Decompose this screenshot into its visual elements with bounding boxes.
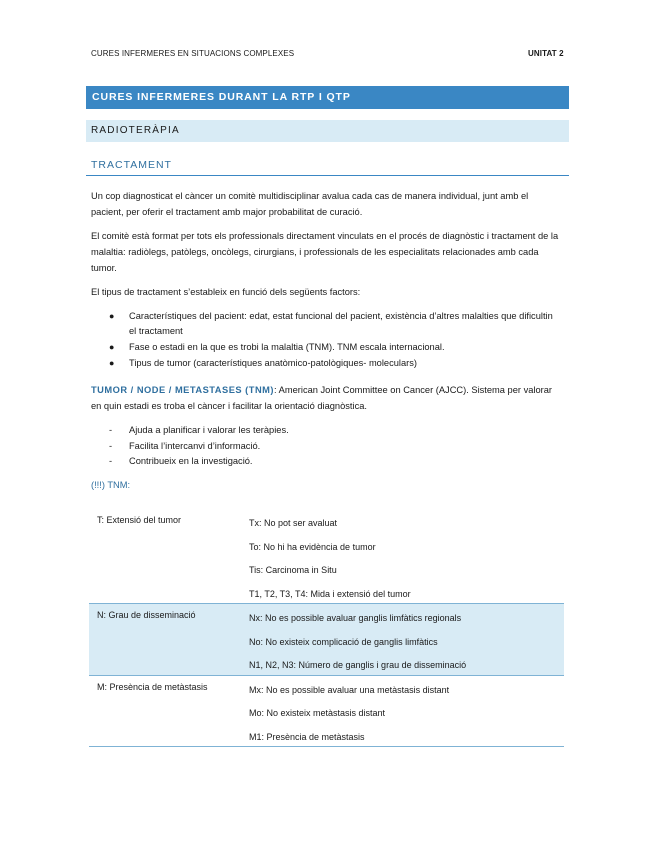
subsection-title: RADIOTERÀPIA bbox=[86, 120, 569, 142]
running-header-unit: UNITAT 2 bbox=[528, 49, 564, 58]
table-cell-values bbox=[241, 675, 564, 747]
table-row bbox=[89, 509, 564, 604]
list-item bbox=[91, 439, 561, 455]
tnm-intro bbox=[91, 382, 561, 414]
list-item-text: Ajuda a planificar i valorar les teràpies. bbox=[129, 425, 289, 435]
dash-marker: - bbox=[109, 456, 113, 466]
list-item-text: Contribueix en la investigació. bbox=[129, 456, 253, 466]
list-item bbox=[91, 340, 561, 355]
tnm-intro-title: TUMOR / NODE / METASTASES (TNM) bbox=[91, 385, 275, 395]
list-item-text: Característiques del pacient: edat, estat funcional del pacient, existència d’altres malalties que dificultin el tractament bbox=[129, 311, 553, 336]
paragraph-2: El comitè està format per tots els professionals directament vinculats en el procés de diagnòstic i tractament de la malaltia: radiòlegs, patòlegs, oncòlegs, cirurgians, i professionals de les especialitats relacionades amb cada tumor. bbox=[91, 231, 559, 273]
dash-marker: - bbox=[109, 440, 113, 451]
list-item-text: Facilita l’intercanvi d’informació. bbox=[129, 440, 261, 451]
heading-underline bbox=[86, 175, 569, 176]
table-value: Nx: No es possible avaluar ganglis limfàtics regionals bbox=[249, 613, 462, 623]
table-value: No: No existeix complicació de ganglis limfàtics bbox=[249, 636, 438, 647]
table-cell-label: N: Grau de disseminació bbox=[89, 604, 241, 676]
table-cell-label: M: Presència de metàstasis bbox=[89, 675, 241, 747]
table-cell-values bbox=[241, 509, 564, 604]
tnm-intro-text: : American Joint Committee on Cancer (AJCC). Sistema per valorar en quin estadi es troba el càncer i facilitar la orientació diagnòstica. bbox=[91, 385, 552, 411]
table-value: Mx: No es possible avaluar una metàstasis distant bbox=[249, 684, 450, 695]
table-value: To: No hi ha evidència de tumor bbox=[249, 541, 376, 552]
bullet-dot: ● bbox=[109, 311, 115, 321]
table-value: N1, N2, N3: Número de ganglis i grau de disseminació bbox=[249, 660, 467, 670]
list-item-text: Tipus de tumor (característiques anatòmico-patològiques- moleculars) bbox=[129, 358, 417, 368]
table-row bbox=[89, 675, 564, 747]
tnm-benefits-list bbox=[91, 423, 561, 470]
table-value: M1: Presència de metàstasis bbox=[249, 731, 365, 742]
tnm-label: (!!!) TNM: bbox=[91, 480, 131, 490]
list-item bbox=[91, 309, 561, 339]
table-value: Tx: No pot ser avaluat bbox=[249, 518, 338, 528]
paragraph-1: Un cop diagnosticat el càncer un comitè multidisciplinar avalua cada cas de manera individual, junt amb el pacient, per oferir el tractament amb major probabilitat de curació. bbox=[91, 191, 529, 217]
dash-marker: - bbox=[109, 425, 113, 435]
running-header-title: CURES INFERMERES EN SITUACIONS COMPLEXES bbox=[91, 49, 295, 58]
table-value: Tis: Carcinoma in Situ bbox=[249, 565, 337, 575]
table-cell-values bbox=[241, 604, 564, 676]
table-value: T1, T2, T3, T4: Mida i extensió del tumor bbox=[249, 588, 411, 599]
bullet-dot: ● bbox=[109, 358, 115, 368]
section-title: CURES INFERMERES DURANT LA RTP I QTP bbox=[86, 86, 569, 109]
list-item bbox=[91, 356, 561, 371]
paragraph-3: El tipus de tractament s’estableix en funció dels següents factors: bbox=[91, 287, 361, 297]
table-row bbox=[89, 604, 564, 676]
table-cell-label: T: Extensió del tumor bbox=[97, 515, 182, 525]
tnm-table bbox=[89, 509, 564, 747]
bullet-dot: ● bbox=[109, 342, 115, 352]
list-item bbox=[91, 454, 561, 470]
list-item bbox=[91, 423, 561, 439]
table-value: Mo: No existeix metàstasis distant bbox=[249, 708, 386, 718]
factors-list bbox=[91, 309, 561, 372]
list-item-text: Fase o estadi en la que es trobi la malaltia (TNM). TNM escala internacional. bbox=[129, 342, 445, 352]
heading-tractament: TRACTAMENT bbox=[91, 159, 172, 171]
